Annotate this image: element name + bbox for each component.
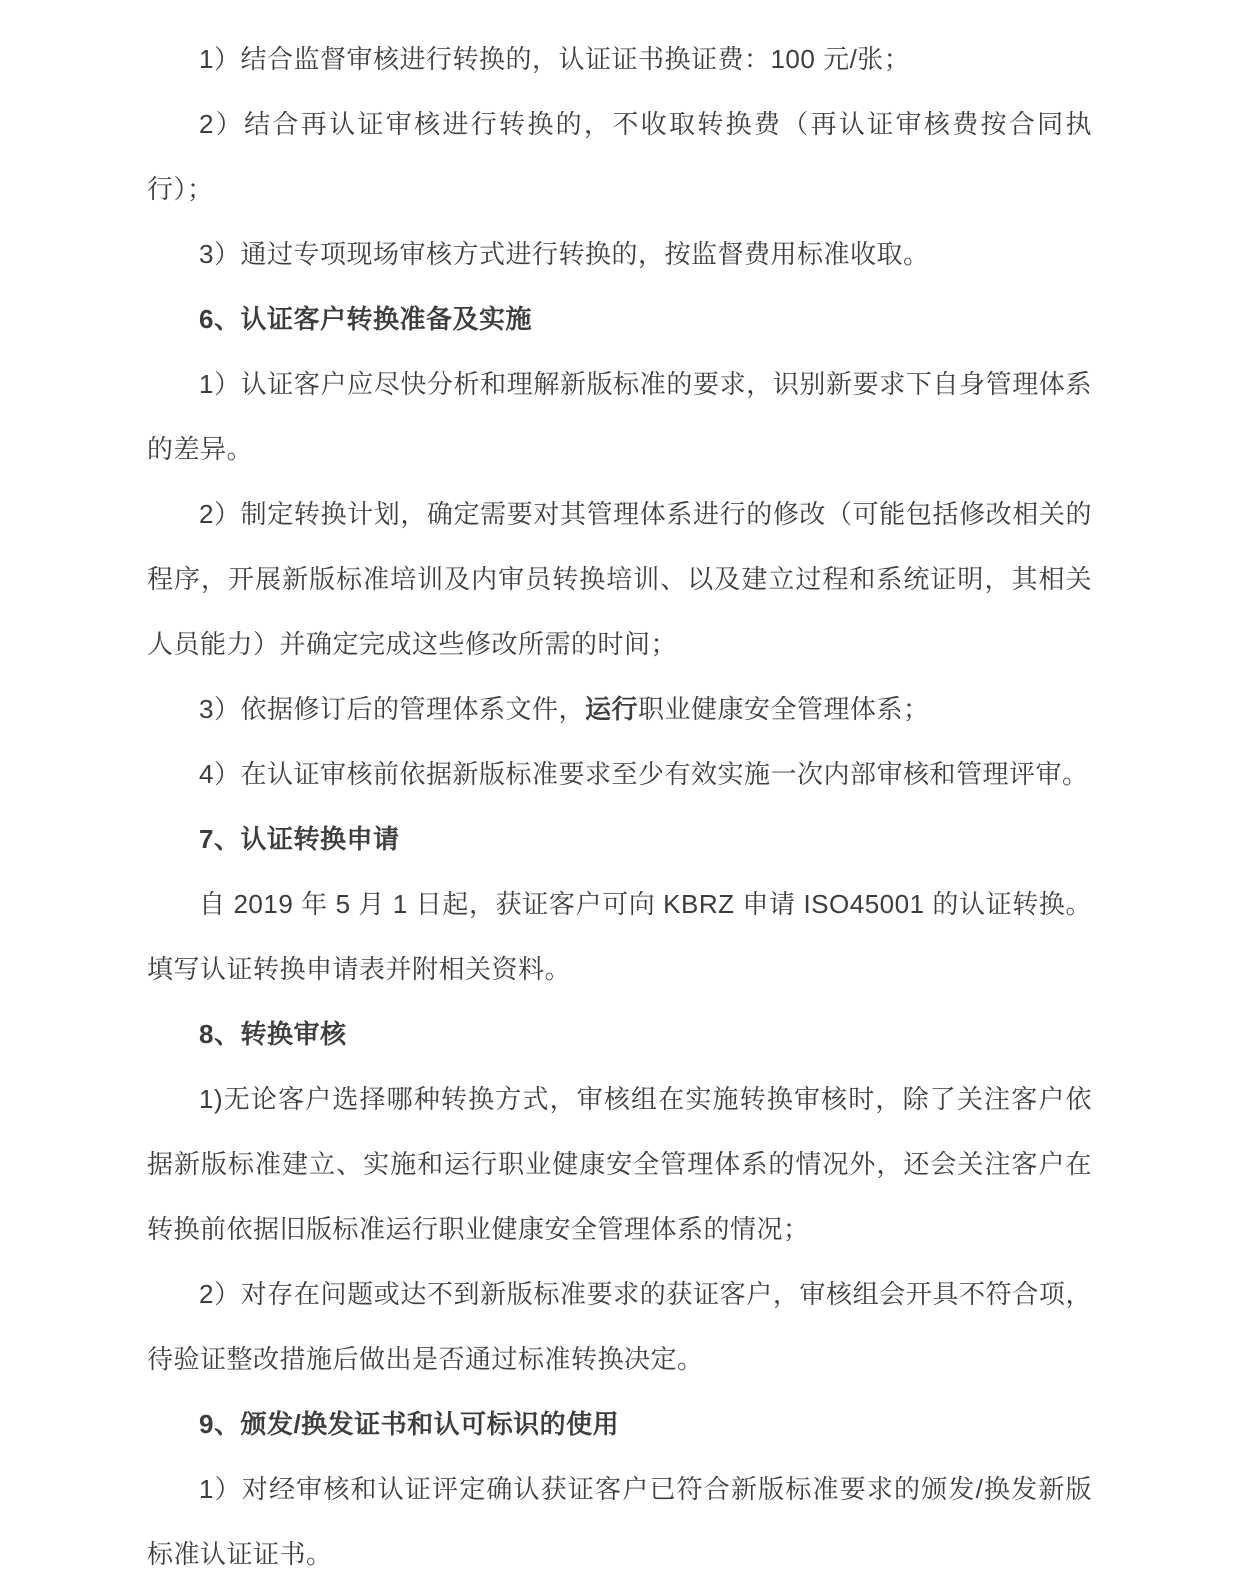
section6-item-2: 2）制定转换计划，确定需要对其管理体系进行的修改（可能包括修改相关的程序，开展新版标准培训及内审员转换培训、以及建立过程和系统证明，其相关人员能力）并确定完成这些修改所需的时间； bbox=[147, 499, 1092, 659]
section8-item-1: 1)无论客户选择哪种转换方式，审核组在实施转换审核时，除了关注客户依据新版标准建立、实施和运行职业健康安全管理体系的情况外，还会关注客户在转换前依据旧版标准运行职业健康安全管理体系的情况； bbox=[147, 1084, 1092, 1244]
section-heading-7: 7、认证转换申请 bbox=[199, 824, 400, 854]
section6-item-3-run-3: 职业健康安全管理体系； bbox=[637, 694, 930, 724]
section9-item-1: 1）对经审核和认证评定确认获证客户已符合新版标准要求的颁发/换发新版标准认证证书。 bbox=[147, 1474, 1092, 1569]
list-item-fee-1: 1）结合监督审核进行转换的，认证证书换证费：100 元/张； bbox=[199, 44, 911, 74]
section-heading-9: 9、颁发/换发证书和认可标识的使用 bbox=[199, 1409, 620, 1439]
section6-item-3-bold-run: 运行 bbox=[584, 694, 638, 724]
section7-body: 自 2019 年 5 月 1 日起，获证客户可向 KBRZ 申请 ISO45001 的认证转换。填写认证转换申请表并附相关资料。 bbox=[147, 889, 1092, 984]
section6-item-4: 4）在认证审核前依据新版标准要求至少有效实施一次内部审核和管理评审。 bbox=[199, 759, 1089, 789]
section6-item-3-run-1: 3）依据修订后的管理体系文件， bbox=[199, 694, 585, 724]
list-item-fee-2: 2）结合再认证审核进行转换的，不收取转换费（再认证审核费按合同执行）； bbox=[147, 109, 1092, 204]
section-heading-8: 8、转换审核 bbox=[199, 1019, 347, 1049]
section6-item-1: 1）认证客户应尽快分析和理解新版标准的要求，识别新要求下自身管理体系的差异。 bbox=[147, 369, 1092, 464]
section8-item-2: 2）对存在问题或达不到新版标准要求的获证客户，审核组会开具不符合项，待验证整改措施后做出是否通过标准转换决定。 bbox=[147, 1279, 1092, 1374]
list-item-fee-3: 3）通过专项现场审核方式进行转换的，按监督费用标准收取。 bbox=[199, 239, 930, 269]
section6-item-3 bbox=[147, 677, 1092, 742]
section-heading-6: 6、认证客户转换准备及实施 bbox=[199, 304, 532, 334]
